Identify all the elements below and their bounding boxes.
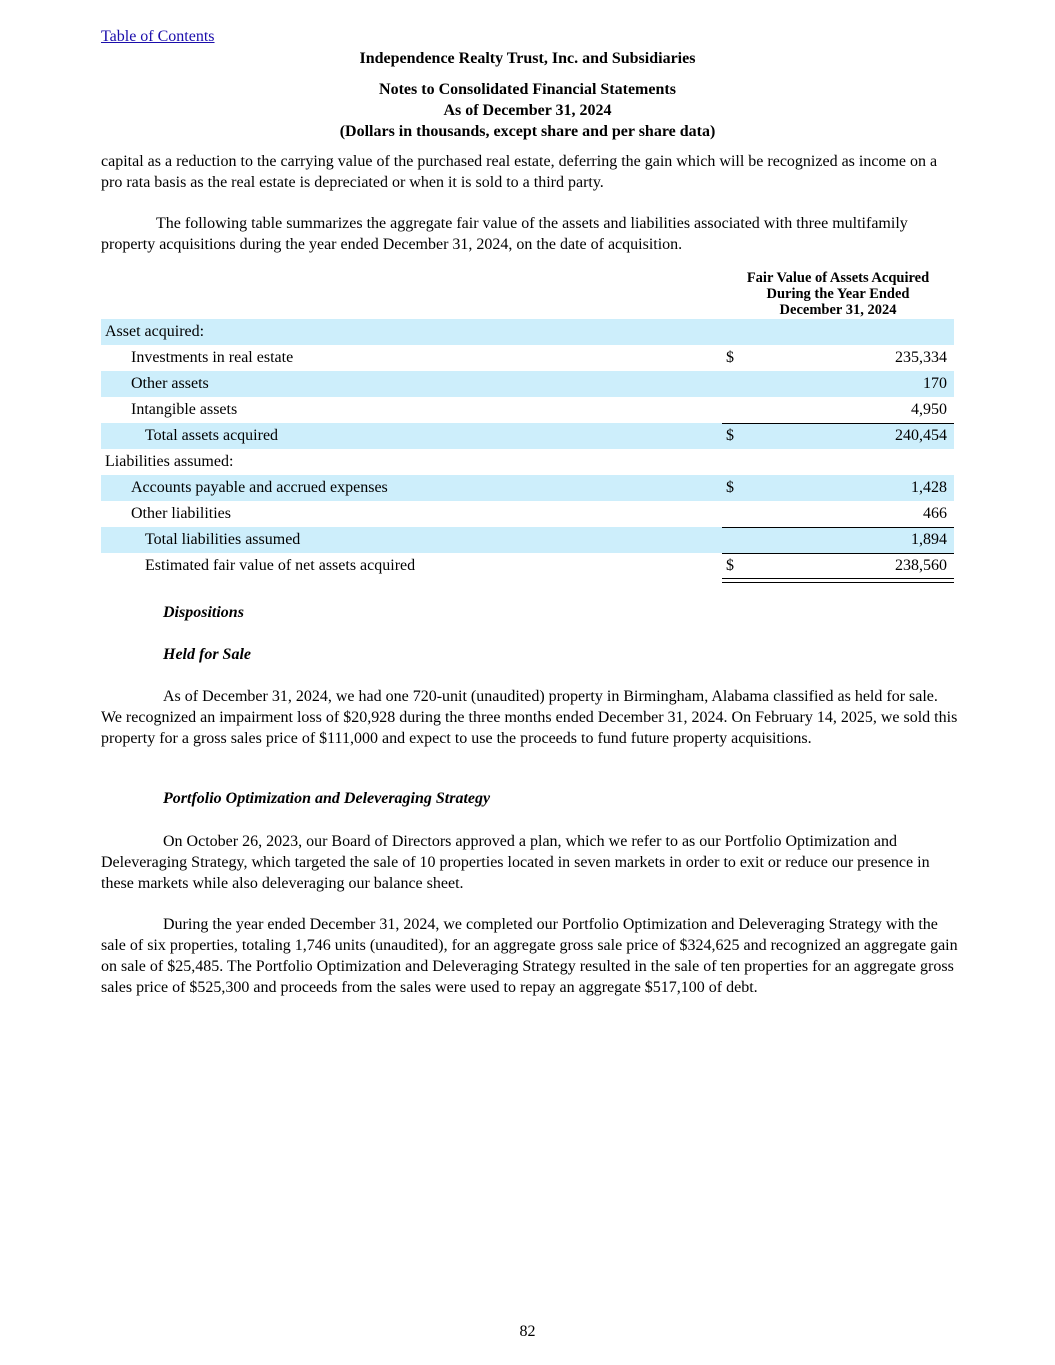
row-label: Asset acquired: [105,323,205,340]
row-label: Total assets acquired [145,427,279,444]
row-value: 238,560 [895,557,947,574]
units-note: (Dollars in thousands, except share and per share data) [339,123,716,140]
row-label: Other liabilities [131,505,231,522]
portfolio-strategy-heading: Portfolio Optimization and Deleveraging Strategy [163,790,491,807]
column-header-line: December 31, 2024 [779,302,897,318]
row-label: Investments in real estate [131,349,294,366]
table-row-other-assets [101,371,954,397]
as-of-date: As of December 31, 2024 [443,102,612,119]
row-label: Liabilities assumed: [105,453,234,470]
dispositions-heading: Dispositions [163,604,244,621]
column-header [722,270,954,318]
table-row-investments [101,345,954,371]
currency-symbol: $ [726,479,734,496]
table-row-accounts-payable [101,475,954,501]
table-row-total-assets [101,423,954,449]
paragraph-held-for-sale: As of December 31, 2024, we had one 720-unit (unaudited) property in Birmingham, Alabama classified as held for sale. We recognized an impairment loss of $20,928 during the three months ended December 31, 2024. On February 14, 2025, we sold this property for a gross sales price of $111,000 and expect to use the proceeds to fund future property acquisitions. [101,688,958,747]
fair-value-table [101,319,954,579]
row-label: Total liabilities assumed [145,531,301,548]
table-of-contents-link[interactable]: Table of Contents [101,28,215,45]
row-value: 235,334 [895,349,947,366]
subtotal-rule [722,423,954,424]
row-label: Intangible assets [131,401,238,418]
subtotal-rule [722,553,954,554]
total-double-rule [722,578,954,583]
row-value: 1,894 [911,531,947,548]
subtotal-rule [722,527,954,528]
paragraph-table-intro: The following table summarizes the aggregate fair value of the assets and liabilities associated with three multifamily property acquisitions during the year ended December 31, 2024, on the date of acquisition. [101,215,908,253]
held-for-sale-heading: Held for Sale [163,646,251,663]
row-value: 1,428 [911,479,947,496]
row-value: 4,950 [911,401,947,418]
column-header-line: Fair Value of Assets Acquired [746,270,930,286]
currency-symbol: $ [726,557,734,574]
table-row-intangible-assets [101,397,954,423]
row-value: 466 [923,505,947,522]
row-label: Estimated fair value of net assets acquired [145,557,416,574]
paragraph-board-plan: On October 26, 2023, our Board of Directors approved a plan, which we refer to as our Portfolio Optimization and Deleveraging Strategy, which targeted the sale of 10 properties located in seven markets in order to exit or reduce our presence in these markets while also deleveraging our balance sheet. [101,833,930,892]
table-row-liabilities-assumed [101,449,954,475]
notes-title: Notes to Consolidated Financial Statements [379,81,676,98]
row-label: Accounts payable and accrued expenses [131,479,388,496]
row-value: 170 [923,375,947,392]
table-row-total-liabilities [101,527,954,553]
paragraph-strategy-results: During the year ended December 31, 2024, we completed our Portfolio Optimization and Deleveraging Strategy with the sale of six properties, totaling 1,746 units (unaudited), for an aggregate gross sale price of $324,625 and recognized an aggregate gain on sale of $25,485. The Portfolio Optimization and Deleveraging Strategy resulted in the sale of ten properties for an aggregate gross sales price of $525,300 and proceeds from the sales were used to repay an aggregate $517,100 of debt. [101,916,958,996]
currency-symbol: $ [726,427,734,444]
table-row-asset-acquired [101,319,954,345]
column-header-line: During the Year Ended [766,286,910,302]
table-row-other-liabilities [101,501,954,527]
row-label: Other assets [131,375,209,392]
page-number: 82 [519,1323,536,1340]
row-value: 240,454 [895,427,947,444]
paragraph-capital: capital as a reduction to the carrying value of the purchased real estate, deferring the gain which will be recognized as income on a pro rata basis as the real estate is depreciated or when it is sold to a third party. [101,153,938,191]
currency-symbol: $ [726,349,734,366]
company-title: Independence Realty Trust, Inc. and Subsidiaries [359,50,696,67]
table-row-net-assets [101,553,954,579]
